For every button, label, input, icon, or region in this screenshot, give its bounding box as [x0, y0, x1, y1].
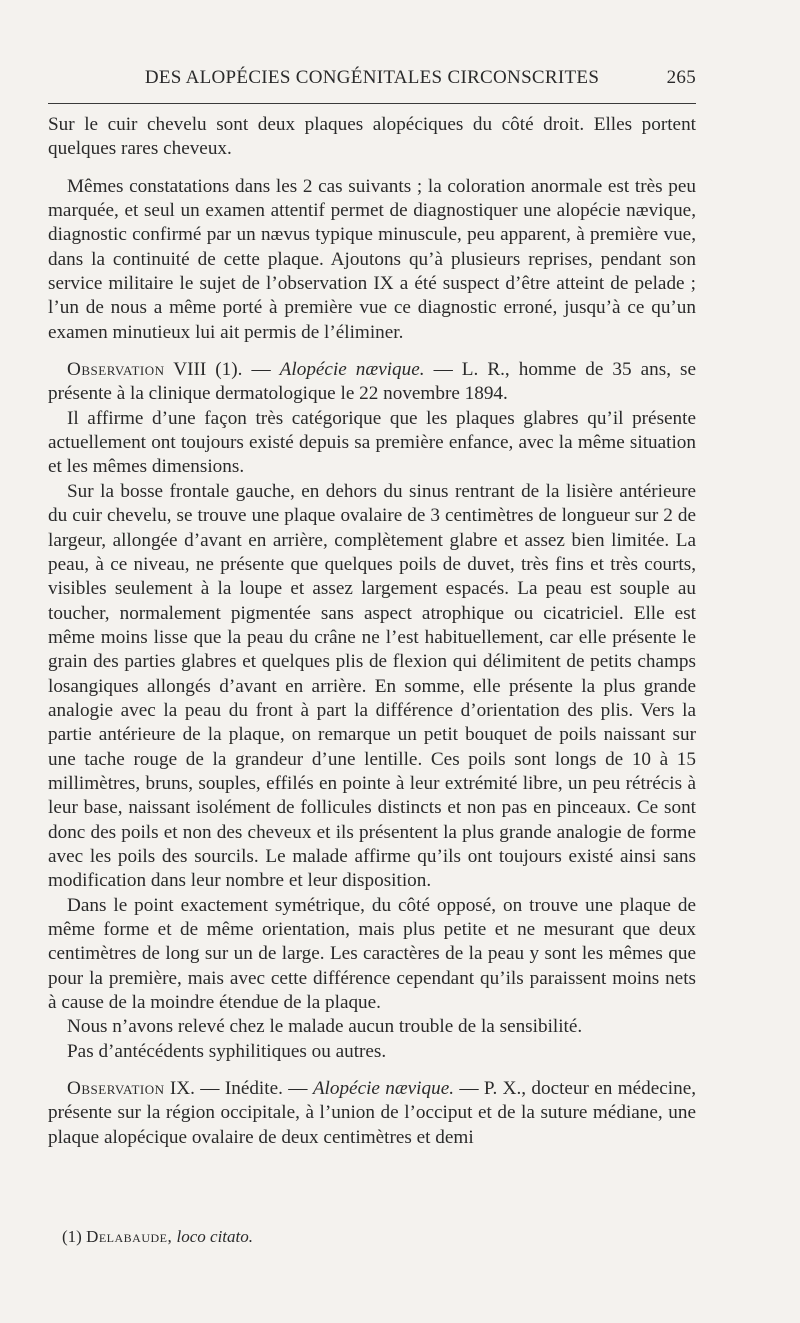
footnote-marker: (1): [62, 1227, 82, 1246]
page-number: 265: [666, 67, 696, 88]
dash-separator: —: [242, 359, 280, 381]
paragraph: Nous n’avons relevé chez le malade aucun trouble de la sensibilité.: [67, 1016, 583, 1038]
observation-label: Observation: [67, 359, 165, 381]
observation-title: Alopécie nævique.: [312, 1078, 455, 1100]
observation-9-heading: [48, 1077, 696, 1150]
observation-title: Alopécie nævique.: [279, 359, 425, 381]
paragraph: Mêmes constatations dans les 2 cas suivants ; la coloration anormale est très peu marquée, et seul un examen attentif permet de diagnostiquer une alopécie nævique, diagnostic confirmé par un nævus typique minuscule, peu apparent, à première vue, dans la continuité de cette plaque. Ajoutons qu’à plusieurs reprises, pendant son service militaire le sujet de l’observation IX a été suspect d’être atteint de pelade ; l’un de nous a même porté à première vue ce diagnostic erroné, jusqu’à ce qu’un examen minutieux lui ait permis de l’éliminer.: [48, 175, 696, 343]
running-header: [48, 67, 696, 95]
paragraph: Dans le point exactement symétrique, du côté opposé, on trouve une plaque de même forme et de même orientation, mais plus petite et ne mesurant que deux centimètres de long sur un de large. Les caractères de la peau y sont les mêmes que pour la première, mais avec cette différence cependant qu’ils paraissent moins nets à cause de la moindre étendue de la plaque.: [48, 894, 696, 1014]
footnote-author: Delabaude,: [86, 1227, 173, 1246]
running-title: DES ALOPÉCIES CONGÉNITALES CIRCONSCRITES: [144, 67, 600, 88]
body-text: [48, 113, 696, 1150]
observation-8-heading: [48, 358, 696, 407]
paragraph: Sur la bosse frontale gauche, en dehors du sinus rentrant de la lisière antérieure du cuir chevelu, se trouve une plaque ovalaire de 3 centimètres de longueur sur 2 de largeur, allongée d’avant en arrière, complètement glabre et assez bien limitée. La peau, à ce niveau, ne présente que quelques poils de duvet, très fins et très courts, visibles seulement à la loupe et assez largement espacés. La peau est souple au toucher, normalement pigmentée sans aspect atrophique ou cicatriciel. Elle est même moins lisse que la peau du crâne ne l’est habituellement, car elle présente le grain des parties glabres et quelques plis de flexion qui délimitent de petits champs losangiques allongés d’avant en arrière. En somme, elle présente la plus grande analogie avec la peau du front à part la différence d’orientation des plis. Vers la partie antérieure de la plaque, on remarque un petit bouquet de poils naissant sur une tache rouge de la grandeur d’une lentille. Ces poils sont longs de 10 à 15 millimètres, bruns, souples, effilés en pointe à leur extrémité libre, un peu rétrécis à leur base, naissant isolément de follicules distincts et non pas en pinceaux. Ce sont donc des poils et non des cheveux et ils présentent la plus grande analogie de forme avec les poils des sourcils. Le malade affirme qu’ils ont toujours existé ainsi sans modification dans leur nombre et leur disposition.: [48, 480, 696, 892]
dash-separator: —: [194, 1078, 225, 1100]
observation-text: — P. X., docteur en médecine, présente sur la région occipitale, à l’union de l’occiput et de la suture médiane, une plaque alopécique ovalaire de deux centimètres et demi: [48, 1078, 697, 1148]
observation-inedit: Inédite.: [224, 1078, 283, 1100]
observation-text: — L. R., homme de 35 ans, se présente à la clinique dermatologique le 22 novembre 1894.: [48, 359, 697, 405]
observation-number: IX.: [169, 1078, 195, 1100]
paragraph: Pas d’antécédents syphilitiques ou autres.: [67, 1040, 387, 1062]
paragraph-continued: Sur le cuir chevelu sont deux plaques alopéciques du côté droit. Elles portent quelques rares cheveux.: [48, 114, 696, 160]
footnote-reference: loco citato.: [176, 1227, 253, 1246]
footnote: [48, 1226, 696, 1248]
paragraph: Il affirme d’une façon très catégorique que les plaques glabres qu’il présente actuellement ont toujours existé depuis sa première enfance, avec la même situation et les mêmes dimensions.: [48, 407, 696, 478]
header-rule: [48, 103, 696, 104]
observation-label: Observation: [67, 1078, 165, 1100]
observation-number: VIII (1).: [173, 359, 243, 381]
dash-separator: —: [282, 1078, 313, 1100]
